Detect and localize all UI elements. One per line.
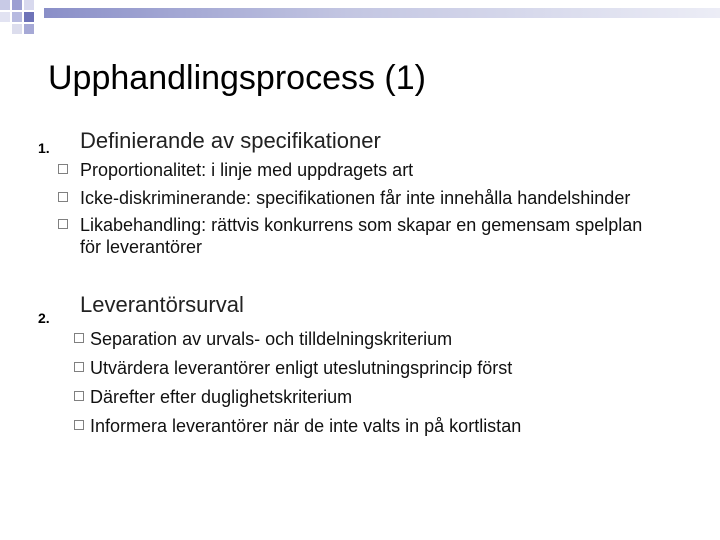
section-number: 2. [38, 310, 50, 326]
list-item: Proportionalitet: i linje med uppdragets art [80, 160, 414, 180]
hollow-square-bullet-icon [74, 420, 84, 430]
hollow-square-bullet-icon [74, 333, 84, 343]
hollow-square-bullet-icon [58, 219, 68, 229]
list-item: Informera leverantörer när de inte valts in på kortlistan [90, 416, 522, 436]
list-item: Separation av urvals- och tilldelningskriterium [90, 329, 453, 349]
section-heading: Leverantörsurval [80, 292, 244, 317]
hollow-square-bullet-icon [74, 391, 84, 401]
list-item: Därefter efter duglighetskriterium [90, 387, 353, 407]
section-number: 1. [38, 140, 50, 156]
list-item: Utvärdera leverantörer enligt uteslutningsprincip först [90, 358, 513, 378]
hollow-square-bullet-icon [58, 192, 68, 202]
hollow-square-bullet-icon [58, 164, 68, 174]
list-item: Icke-diskriminerande: specifikationen får inte innehålla handelshinder [80, 188, 631, 208]
list-item: Likabehandling: rättvis konkurrens som skapar en gemensam spelplan för leverantörer [80, 215, 643, 257]
slide-title: Upphandlingsprocess (1) [48, 59, 426, 97]
section-heading: Definierande av specifikationer [80, 128, 381, 153]
decorative-header-pattern [0, 0, 720, 40]
hollow-square-bullet-icon [74, 362, 84, 372]
